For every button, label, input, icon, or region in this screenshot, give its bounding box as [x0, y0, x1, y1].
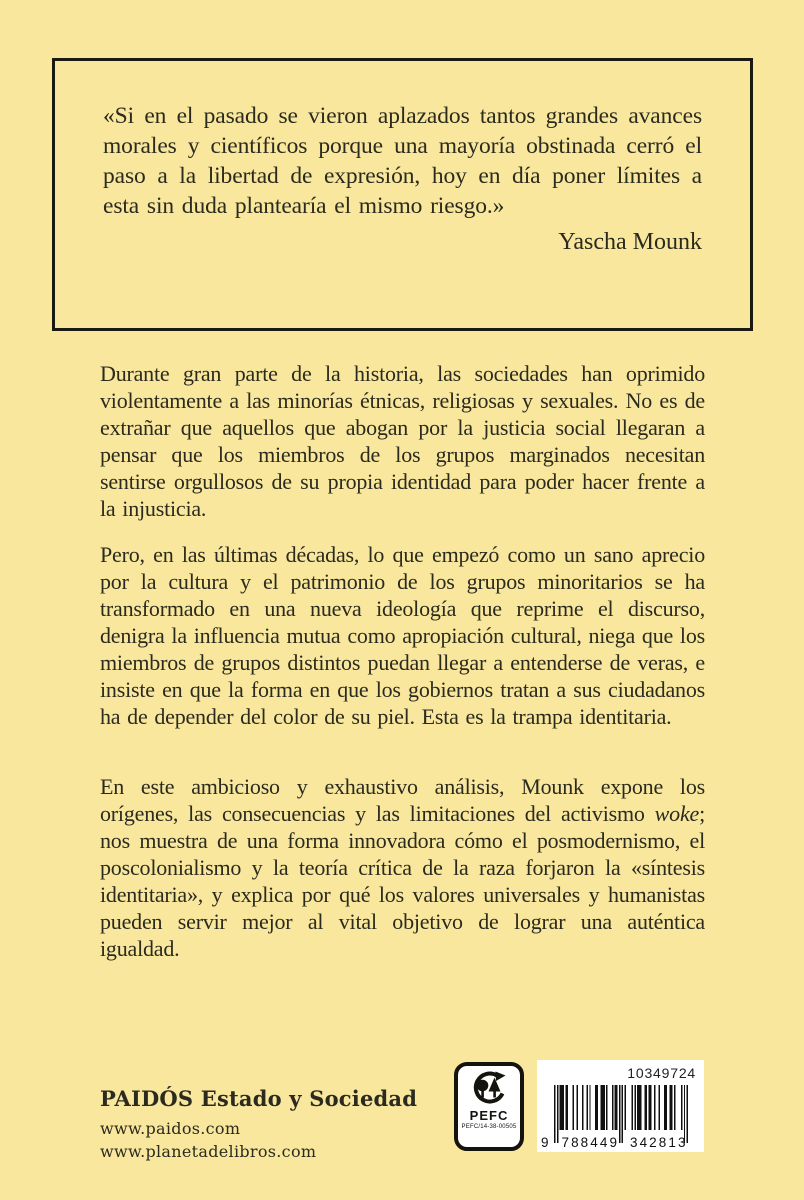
planetadelibros-website: www.planetadelibros.com — [100, 1142, 317, 1161]
barcode-product-number: 10349724 — [627, 1065, 696, 1081]
barcode-isbn-digits: 9 788449 342813 — [541, 1135, 688, 1150]
pefc-trees-icon — [466, 1071, 512, 1109]
imprint-block — [100, 1086, 417, 1163]
pefc-certification-badge — [454, 1062, 524, 1151]
publisher-website: www.paidos.com — [100, 1119, 241, 1138]
pull-quote-text: «Si en el pasado se vieron aplazados tantos grandes avances morales y científicos porque una mayoría obstinada cerró el paso a la libertad de expresión, hoy en día poner límites a esta sin duda plantearía el mismo riesgo.» — [103, 103, 702, 219]
woke-italic-term: woke — [654, 801, 700, 826]
barcode-block — [537, 1060, 704, 1152]
synopsis-paragraph-1: Durante gran parte de la historia, las sociedades han oprimido violentamente a las minorías étnicas, religiosas y sexuales. No es de extrañar que aquellos que abogan por la justicia social llegaran a pensar que los miembros de los grupos marginados necesitan sentirse orgullosos de su propia identidad para poder hacer frente a la injusticia. — [100, 361, 705, 521]
synopsis-paragraph-3-lead: En este ambicioso y exhaustivo análisis, Mounk expone los orígenes, las consecuencias y las limitaciones del activismo — [100, 774, 705, 826]
pefc-certificate-number: PEFC/14-38-00505 — [461, 1124, 517, 1130]
synopsis-paragraph-3 — [100, 773, 705, 962]
pull-quote-attribution: Yascha Mounk — [558, 229, 702, 255]
synopsis-paragraph-3-tail: ; nos muestra de una forma innovadora cómo el posmodernismo, el poscolonialismo y la teoría crítica de la raza forjaron la «síntesis identitaria», y explica por qué los valores universales y humanistas pueden servir mejor al vital objetivo de lograr una auténtica igualdad. — [100, 801, 705, 961]
synopsis-paragraph-2: Pero, en las últimas décadas, lo que empezó como un sano aprecio por la cultura y el patrimonio de los grupos minoritarios se ha transformado en una nueva ideología que reprime el discurso, denigra la influencia mutua como apropiación cultural, niega que los miembros de grupos distintos puedan llegar a entenderse de veras, e insiste en que la forma en que los gobiernos tratan a sus ciudadanos ha de depender del color de su piel. Esta es la trampa identitaria. — [100, 542, 705, 729]
pefc-label: PEFC — [469, 1108, 509, 1123]
collection-title: PAIDÓS Estado y Sociedad — [100, 1086, 418, 1111]
pull-quote-box — [52, 58, 753, 331]
